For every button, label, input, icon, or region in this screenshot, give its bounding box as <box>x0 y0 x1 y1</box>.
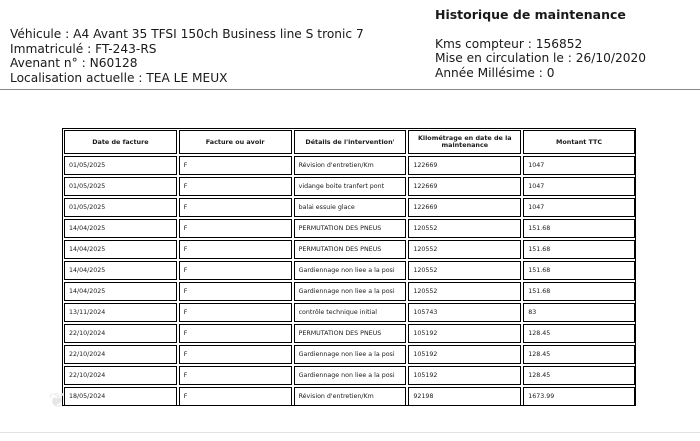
header-divider <box>0 89 700 90</box>
cell-invoice-date: 18/05/2024 <box>64 387 177 406</box>
cell-invoice-date: 22/10/2024 <box>64 366 177 385</box>
cell-amount: 1673.99 <box>523 387 635 406</box>
cell-intervention-details: PERMUTATION DES PNEUS <box>294 324 407 343</box>
cell-mileage: 105192 <box>408 324 521 343</box>
cell-amount: 83 <box>523 303 635 322</box>
cell-mileage: 122669 <box>408 198 521 217</box>
table-header-row <box>63 130 635 154</box>
vehicle-registration: Immatriculé : FT-243-RS <box>10 41 157 56</box>
cell-invoice-date: 14/04/2025 <box>64 261 177 280</box>
cell-invoice-date: 22/10/2024 <box>64 345 177 364</box>
cell-amount: 151.68 <box>523 282 635 301</box>
header-intervention-details: Détails de l'intervention' <box>294 130 407 154</box>
cell-invoice-type: F <box>179 303 292 322</box>
vehicle-model: Véhicule : A4 Avant 35 TFSI 150ch Business line S tronic 7 <box>10 27 364 41</box>
cell-intervention-details: contrôle technique initial <box>294 303 407 322</box>
cell-intervention-details: balai essuie glace <box>294 198 407 217</box>
cell-mileage: 105192 <box>408 345 521 364</box>
footer-divider <box>0 432 700 433</box>
cell-mileage: 120552 <box>408 282 521 301</box>
vehicle-info <box>10 27 364 85</box>
cell-invoice-date: 14/04/2025 <box>64 282 177 301</box>
cell-invoice-type: F <box>179 198 292 217</box>
table-row <box>63 177 635 196</box>
cell-invoice-type: F <box>179 345 292 364</box>
cell-invoice-type: F <box>179 366 292 385</box>
cell-amount: 151.68 <box>523 240 635 259</box>
header-invoice-date: Date de facture <box>64 130 177 154</box>
cell-amount: 1047 <box>523 156 635 175</box>
cell-mileage: 122669 <box>408 177 521 196</box>
vehicle-amendment: Avenant n° : N60128 <box>10 56 138 70</box>
table-row <box>63 345 635 364</box>
cell-invoice-type: F <box>179 156 292 175</box>
table-row <box>63 366 635 385</box>
cell-intervention-details: Gardiennage non liee a la posi <box>294 282 407 301</box>
table-row <box>63 387 635 406</box>
cell-invoice-date: 01/05/2025 <box>64 198 177 217</box>
cell-mileage: 105743 <box>408 303 521 322</box>
cell-invoice-type: F <box>179 324 292 343</box>
cell-intervention-details: Gardiennage non liee a la posi <box>294 261 407 280</box>
header-amount: Montant TTC <box>523 130 635 154</box>
cell-mileage: 122669 <box>408 156 521 175</box>
cell-amount: 151.68 <box>523 219 635 238</box>
cell-invoice-type: F <box>179 177 292 196</box>
maintenance-title: Historique de maintenance <box>435 7 626 22</box>
cell-mileage: 92198 <box>408 387 521 406</box>
cell-amount: 128.45 <box>523 345 635 364</box>
cell-invoice-type: F <box>179 219 292 238</box>
table-row <box>63 282 635 301</box>
leaf-watermark-icon: ❦ <box>48 388 66 412</box>
cell-intervention-details: Gardiennage non liee a la posi <box>294 366 407 385</box>
cell-intervention-details: PERMUTATION DES PNEUS <box>294 240 407 259</box>
table-row <box>63 324 635 343</box>
cell-amount: 128.45 <box>523 324 635 343</box>
cell-invoice-date: 14/04/2025 <box>64 219 177 238</box>
table-body <box>63 156 635 406</box>
cell-invoice-type: F <box>179 240 292 259</box>
cell-intervention-details: PERMUTATION DES PNEUS <box>294 219 407 238</box>
cell-invoice-type: F <box>179 261 292 280</box>
cell-invoice-date: 22/10/2024 <box>64 324 177 343</box>
cell-amount: 1047 <box>523 177 635 196</box>
table-row <box>63 240 635 259</box>
cell-amount: 128.45 <box>523 366 635 385</box>
vehicle-location: Localisation actuelle : TEA LE MEUX <box>10 70 228 85</box>
cell-mileage: 120552 <box>408 261 521 280</box>
cell-invoice-type: F <box>179 282 292 301</box>
mileage-counter: Kms compteur : 156852 <box>435 36 583 51</box>
cell-mileage: 120552 <box>408 219 521 238</box>
cell-intervention-details: Gardiennage non liee a la posi <box>294 345 407 364</box>
maintenance-summary <box>435 8 646 80</box>
cell-invoice-type: F <box>179 387 292 406</box>
header-mileage: Kilométrage en date de la maintenance <box>408 130 521 154</box>
table-row <box>63 261 635 280</box>
cell-invoice-date: 13/11/2024 <box>64 303 177 322</box>
table-row <box>63 156 635 175</box>
cell-intervention-details: vidange boite tranfert pont <box>294 177 407 196</box>
first-registration-date: Mise en circulation le : 26/10/2020 <box>435 51 647 65</box>
cell-amount: 1047 <box>523 198 635 217</box>
cell-invoice-date: 14/04/2025 <box>64 240 177 259</box>
model-year: Année Millésime : 0 <box>435 65 555 80</box>
table-row <box>63 219 635 238</box>
cell-intervention-details: Révision d'entretien/Km <box>294 387 407 406</box>
cell-mileage: 105192 <box>408 366 521 385</box>
header-invoice-type: Facture ou avoir <box>179 130 292 154</box>
cell-invoice-date: 01/05/2025 <box>64 177 177 196</box>
maintenance-table <box>62 128 636 406</box>
cell-mileage: 120552 <box>408 240 521 259</box>
cell-invoice-date: 01/05/2025 <box>64 156 177 175</box>
cell-intervention-details: Révision d'entretien/Km <box>294 156 407 175</box>
cell-amount: 151.68 <box>523 261 635 280</box>
table-row <box>63 198 635 217</box>
table-row <box>63 303 635 322</box>
